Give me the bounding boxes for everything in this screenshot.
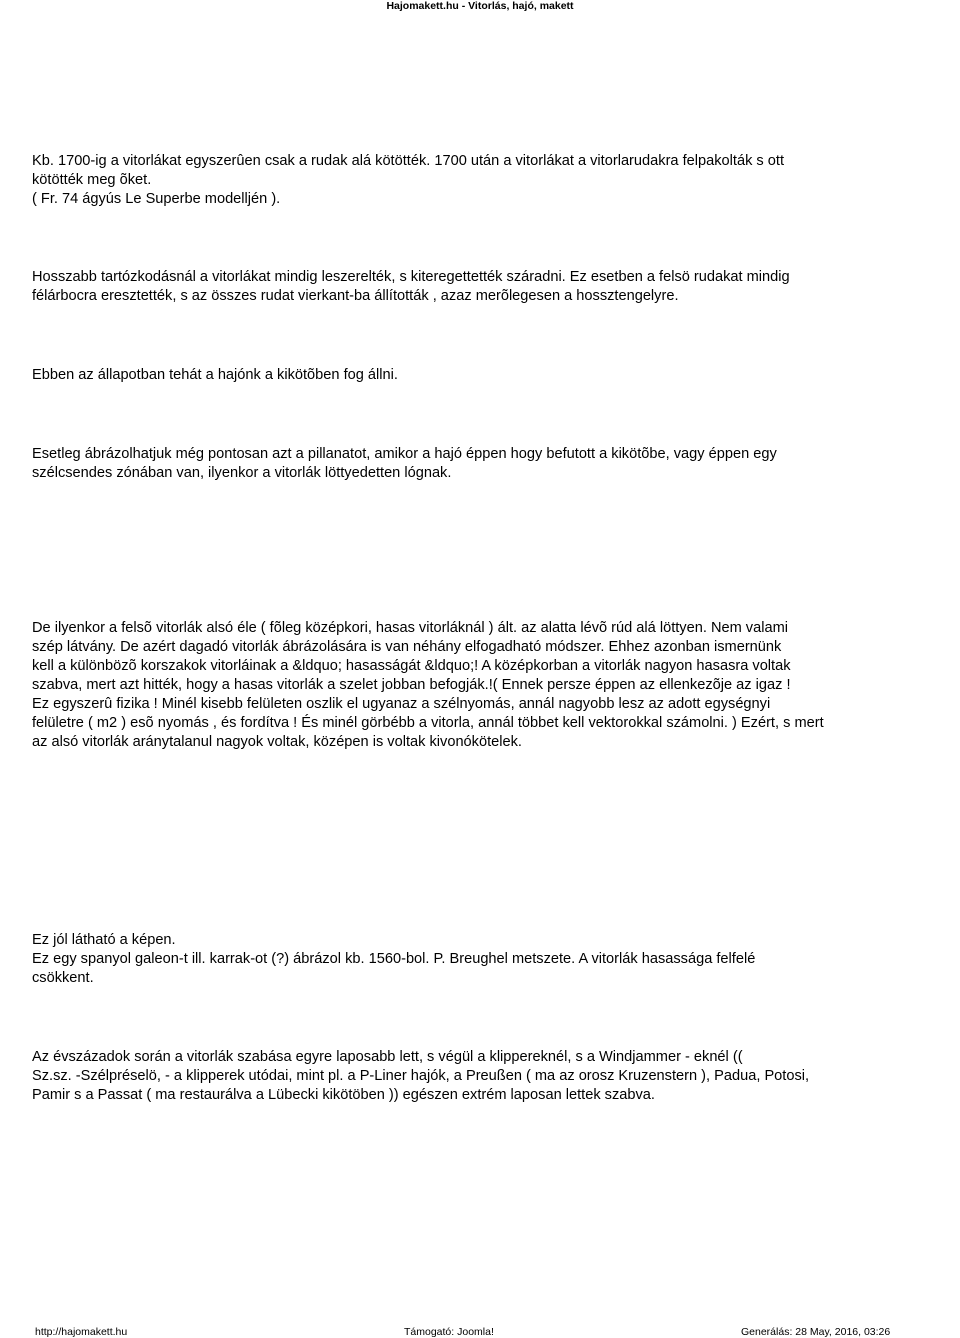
paragraph-sail-evolution — [32, 1048, 932, 1105]
text-line: szabva, mert azt hitték, hogy a hasas vitorlák a szelet jobban befogják.!( Ennek persze éppen az ellenkezõje az igaz ! — [32, 677, 791, 693]
paragraph-drying-sails — [32, 268, 932, 306]
text-line: felületre ( m2 ) esõ nyomás , és fordítva ! És minél görbébb a vitorla, annál többet kell vektorokkal számolni. ) Ezért, s mert — [32, 715, 824, 731]
text-line: Az évszázadok során a vitorlák szabása egyre laposabb lett, s végül a klippereknél, s a Windjammer - eknél (( — [32, 1049, 743, 1065]
text-line: szép látvány. De azért dagadó vitorlák ábrázolására is van néhány elfogadható módszer. Ehhez azonban ismernünk — [32, 639, 782, 655]
page-footer — [0, 1326, 960, 1338]
text-line: Kb. 1700-ig a vitorlákat egyszerûen csak a rudak alá kötötték. 1700 után a vitorlákat a vitorlarudakra felpakolták s ott — [32, 153, 784, 169]
text-line: szélcsendes zónában van, ilyenkor a vitorlák löttyedetten lógnak. — [32, 465, 452, 481]
paragraph-sail-bellying — [32, 619, 932, 752]
text-line: Ez egy spanyol galeon-t ill. karrak-ot (?) ábrázol kb. 1560-bol. P. Breughel metszete. A vitorlák hasassága felfelé — [32, 951, 756, 967]
text-line: félárbocra eresztették, s az összes rudat vierkant-ba állították , azaz merõlegesen a hossztengelyre. — [32, 288, 679, 304]
text-line: Pamir s a Passat ( ma restaurálva a Lübecki kikötöben )) egészen extrém laposan lettek szabva. — [32, 1087, 655, 1103]
paragraph-galleon-picture — [32, 931, 932, 988]
footer-generated: Generálás: 28 May, 2016, 03:26 — [741, 1326, 891, 1338]
text-line: az alsó vitorlák aránytalanul nagyok voltak, középen is voltak kivonókötelek. — [32, 734, 522, 750]
text-line: Esetleg ábrázolhatjuk még pontosan azt a pillanatot, amikor a hajó éppen hogy befutott a kikötõbe, vagy éppen egy — [32, 446, 777, 462]
text-line: Sz.sz. -Szélpréselö, - a klipperek utódai, mint pl. a P-Liner hajók, a Preußen ( ma az orosz Kruzenstern ), Padua, Potosi, — [32, 1068, 810, 1084]
footer-url: http://hajomakett.hu — [35, 1326, 128, 1338]
paragraph-harbor-state — [32, 366, 932, 385]
paragraph-sail-fastening — [32, 152, 932, 209]
text-line: kell a különbözõ korszakok vitorláinak a &ldquo; hasasságát &ldquo;! A középkorban a vitorlák nagyon hasasra voltak — [32, 658, 791, 674]
page-header — [0, 0, 960, 12]
text-line: kötötték meg õket. — [32, 172, 152, 188]
text-line: Ez egyszerû fizika ! Minél kisebb felületen oszlik el ugyanaz a szélnyomás, annál nagyobb lesz az adott egységnyi — [32, 696, 771, 712]
text-line: Ez jól látható a képen. — [32, 932, 176, 948]
text-line: Ebben az állapotban tehát a hajónk a kikötõben fog állni. — [32, 367, 398, 383]
text-line: csökkent. — [32, 970, 94, 986]
paragraph-calm-zone — [32, 445, 932, 483]
text-line: Hosszabb tartózkodásnál a vitorlákat mindig leszerelték, s kiteregettették száradni. Ez esetben a felsö rudakat mindig — [32, 269, 790, 285]
text-line: ( Fr. 74 ágyús Le Superbe modelljén ). — [32, 191, 281, 207]
footer-sponsor: Támogató: Joomla! — [404, 1326, 494, 1338]
page-header-title: Hajomakett.hu - Vitorlás, hajó, makett — [386, 0, 574, 12]
text-line: De ilyenkor a felsõ vitorlák alsó éle ( fõleg középkori, hasas vitorláknál ) ált. az alatta lévõ rúd alá löttyen. Nem valami — [32, 620, 788, 636]
